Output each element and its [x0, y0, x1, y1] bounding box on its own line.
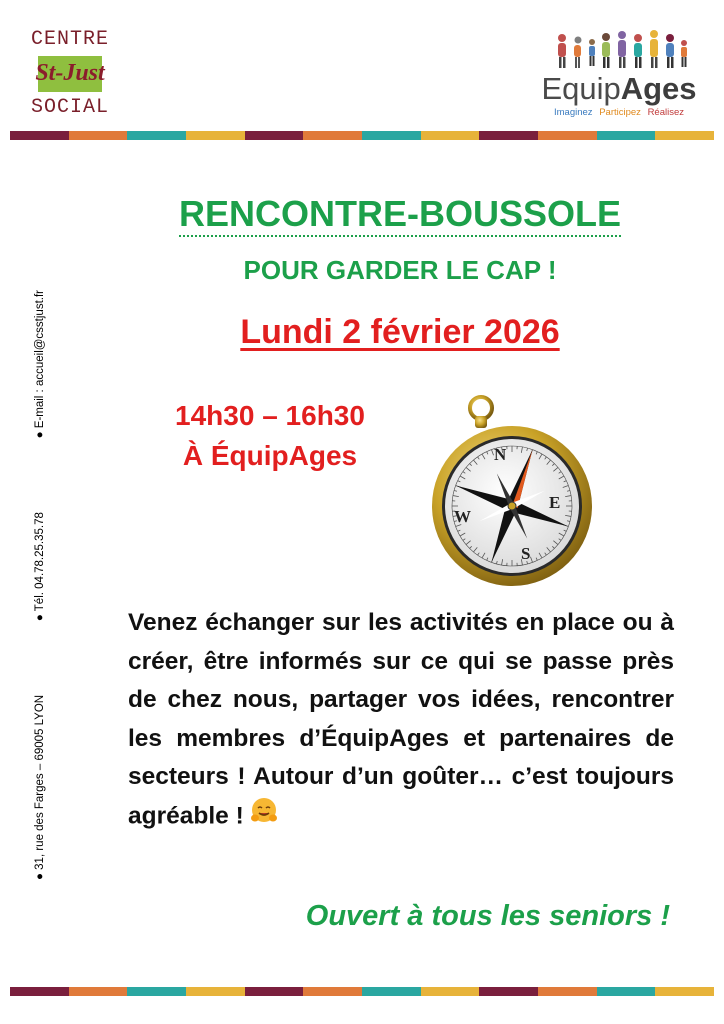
- stripe-segment: [303, 131, 362, 140]
- top-color-stripe: [10, 131, 714, 140]
- email-text: ● E-mail : accueil@csstjust.fr: [34, 290, 46, 439]
- stripe-segment: [127, 987, 186, 996]
- stripe-segment: [186, 131, 245, 140]
- logo-green-box: [35, 56, 105, 92]
- stripe-segment: [655, 987, 714, 996]
- equipages-tagline: [534, 107, 704, 118]
- stripe-segment: [303, 987, 362, 996]
- logo-word-centre: CENTRE: [30, 28, 109, 51]
- compass-letter-w: W: [454, 507, 471, 526]
- phone-text: ● Tél. 04.78.25.35.78: [34, 512, 46, 622]
- people-silhouettes-icon: [544, 26, 694, 70]
- stripe-segment: [597, 131, 656, 140]
- compass-icon: [424, 394, 592, 591]
- event-time: 14h30 – 16h30: [175, 400, 365, 431]
- logo-script-st-just: St-Just: [35, 60, 105, 86]
- stripe-segment: [362, 131, 421, 140]
- event-description: Venez échanger sur les activités en place ou à créer, être informés sur ce qui se passe près de chez nous, partager vos idées, rencontrer les membres d’ÉquipAges et partenaires de secteurs ! Autour d’un goûter… c’est toujours agréable !: [128, 604, 674, 837]
- event-location: À ÉquipAges: [182, 440, 358, 471]
- tagline-participez: Participez: [599, 107, 641, 118]
- logo-word-social: SOCIAL: [30, 96, 109, 119]
- stripe-segment: [10, 131, 69, 140]
- stripe-segment: [245, 131, 304, 140]
- stripe-segment: [479, 987, 538, 996]
- stripe-segment: [362, 987, 421, 996]
- stripe-segment: [10, 987, 69, 996]
- equipages-wordmark: [534, 72, 704, 106]
- stripe-segment: [421, 131, 480, 140]
- stripe-segment: [655, 131, 714, 140]
- hugging-face-emoji-icon: [250, 797, 278, 838]
- bottom-color-stripe: [10, 987, 714, 996]
- compass-letter-n: N: [494, 445, 507, 464]
- stripe-segment: [421, 987, 480, 996]
- event-subtitle: POUR GARDER LE CAP !: [243, 255, 557, 285]
- event-date: Lundi 2 février 2026: [240, 313, 560, 351]
- equipages-logo: [534, 26, 704, 126]
- event-title: RENCONTRE-BOUSSOLE: [120, 193, 680, 235]
- address-text: ● 31, rue des Farges – 69005 LYON: [34, 694, 46, 880]
- contact-sidebar: [34, 290, 54, 890]
- wordmark-ages: Ages: [620, 71, 697, 106]
- stripe-segment: [245, 987, 304, 996]
- event-time-location: [140, 396, 400, 476]
- centre-social-logo: [18, 28, 122, 128]
- compass-letter-e: E: [549, 493, 561, 512]
- compass-letter-s: S: [521, 544, 531, 563]
- stripe-segment: [186, 987, 245, 996]
- stripe-segment: [69, 131, 128, 140]
- stripe-segment: [479, 131, 538, 140]
- wordmark-equip: Equip: [541, 71, 621, 106]
- stripe-segment: [538, 131, 597, 140]
- stripe-segment: [127, 131, 186, 140]
- closing-line: Ouvert à tous les seniors !: [305, 900, 670, 932]
- stripe-segment: [538, 987, 597, 996]
- tagline-realisez: Réalisez: [647, 107, 684, 118]
- stripe-segment: [597, 987, 656, 996]
- stripe-segment: [69, 987, 128, 996]
- tagline-imaginez: Imaginez: [554, 107, 593, 118]
